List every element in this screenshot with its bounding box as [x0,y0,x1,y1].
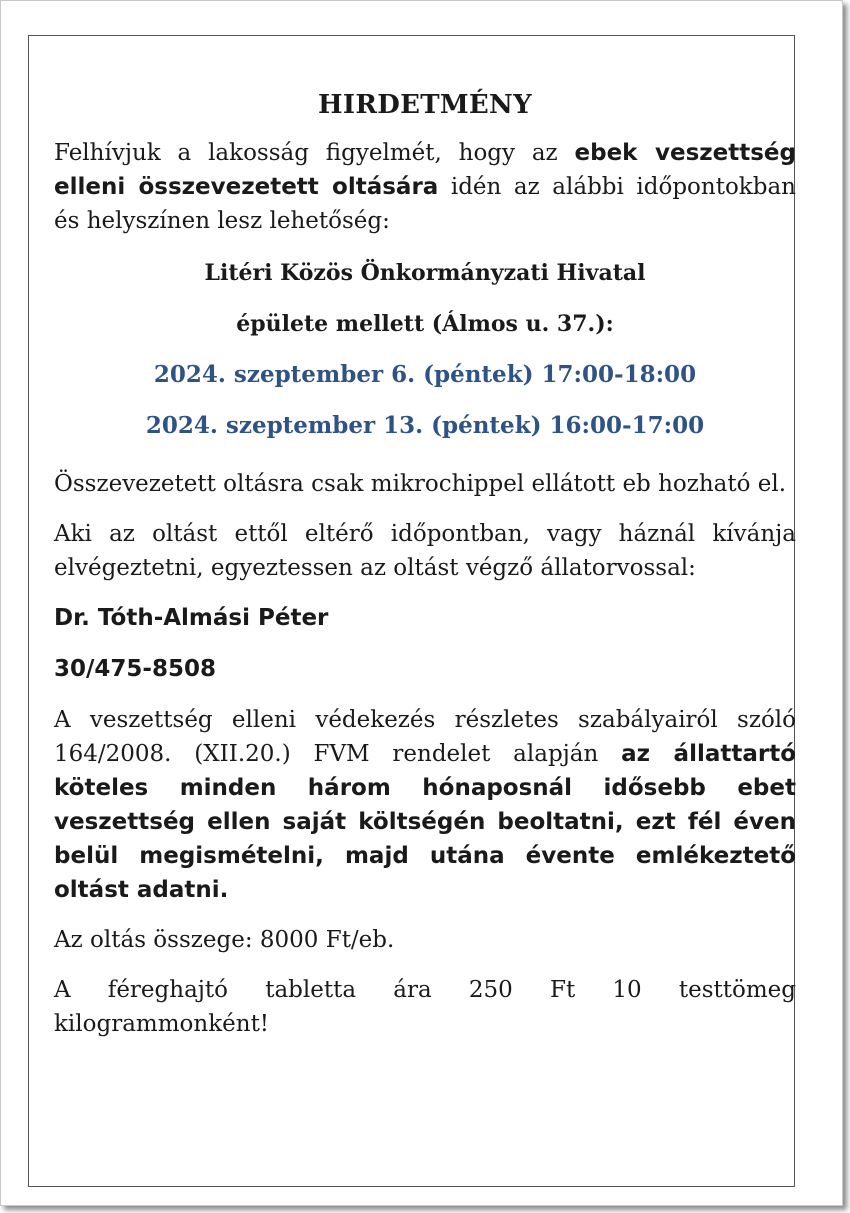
intro-text-start: Felhívjuk a lakosság figyelmét, hogy az [54,140,575,166]
tablet-paragraph: A féreghajtó tabletta ára 250 Ft 10 testtömeg kilogrammonként! [54,977,796,1037]
location-line-1: Litéri Közös Önkormányzati Hivatal [204,260,646,286]
regulation-text: A veszettség elleni védekezés részletes szabályairól szóló 164/2008. (XII.20.) FVM rendelet alapján [54,707,796,767]
date-line-1: 2024. szeptember 6. (péntek) 17:00-18:00 [153,361,697,388]
vet-phone: 30/475-8508 [54,656,216,682]
intro-highlight: ebek veszettség elleni összevezetett oltására [54,140,796,200]
vet-name: Dr. Tóth-Almási Péter [54,605,329,631]
microchip-paragraph: Összevezetett oltásra csak mikrochippel ellátott eb hozható el. [54,471,787,497]
notice-content [54,88,796,1041]
intro-paragraph [54,136,796,238]
date-line-2: 2024. szeptember 13. (péntek) 16:00-17:00 [145,412,705,439]
location-line-2: épülete mellett (Álmos u. 37.): [236,311,614,337]
notice-title: HIRDETMÉNY [318,90,532,120]
intro-text-end: idén az alábbi időpontokban és helyszínen lesz lehetőség: [54,174,796,234]
price-paragraph: Az oltás összege: 8000 Ft/eb. [54,927,395,953]
regulation-highlight: az állattartó köteles minden három hónaposnál idősebb ebet veszettség ellen saját költségén beoltatni, ezt fél éven belül megismételni, majd utána évente emlékeztető oltást adatni. [54,741,797,903]
regulation-paragraph [54,703,796,907]
other-time-paragraph: Aki az oltást ettől eltérő időpontban, vagy háznál kívánja elvégeztetni, egyeztessen az oltást végző állatorvossal: [54,521,796,581]
